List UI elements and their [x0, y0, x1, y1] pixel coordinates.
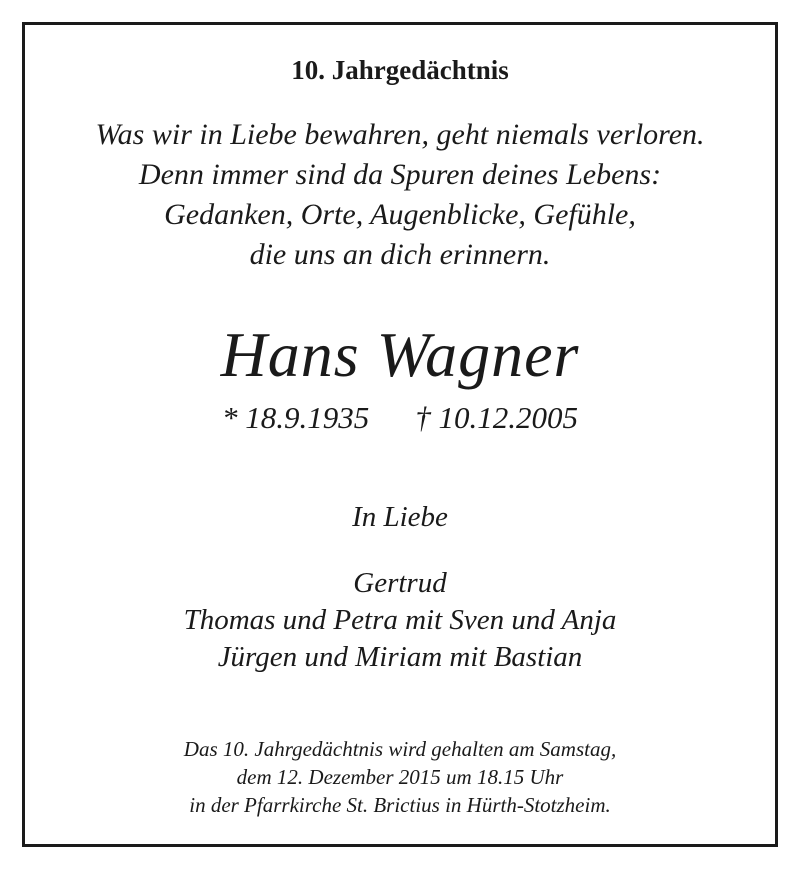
heading: 10. Jahrgedächtnis: [291, 55, 509, 85]
family-line-3: Jürgen und Miriam mit Bastian: [217, 641, 583, 673]
notice-line-1: Das 10. Jahrgedächtnis wird gehalten am Samstag,: [183, 737, 617, 761]
verse-line-3: Gedanken, Orte, Augenblicke, Gefühle,: [164, 198, 636, 231]
life-dates: [0, 400, 800, 436]
verse-line-4: die uns an dich erinnern.: [249, 238, 551, 271]
closing: In Liebe: [352, 501, 448, 533]
family-line-1: Gertrud: [353, 567, 447, 599]
death-date: † 10.12.2005: [415, 400, 578, 435]
deceased-name: Hans Wagner: [220, 319, 580, 390]
notice-line-2: dem 12. Dezember 2015 um 18.15 Uhr: [236, 765, 564, 789]
family-line-2: Thomas und Petra mit Sven und Anja: [183, 604, 617, 636]
verse-line-2: Denn immer sind da Spuren deines Lebens:: [138, 158, 662, 191]
birth-date: * 18.9.1935: [222, 400, 370, 435]
notice-line-3: in der Pfarrkirche St. Brictius in Hürth-Stotzheim.: [189, 793, 611, 817]
verse-line-1: Was wir in Liebe bewahren, geht niemals verloren.: [95, 118, 705, 151]
